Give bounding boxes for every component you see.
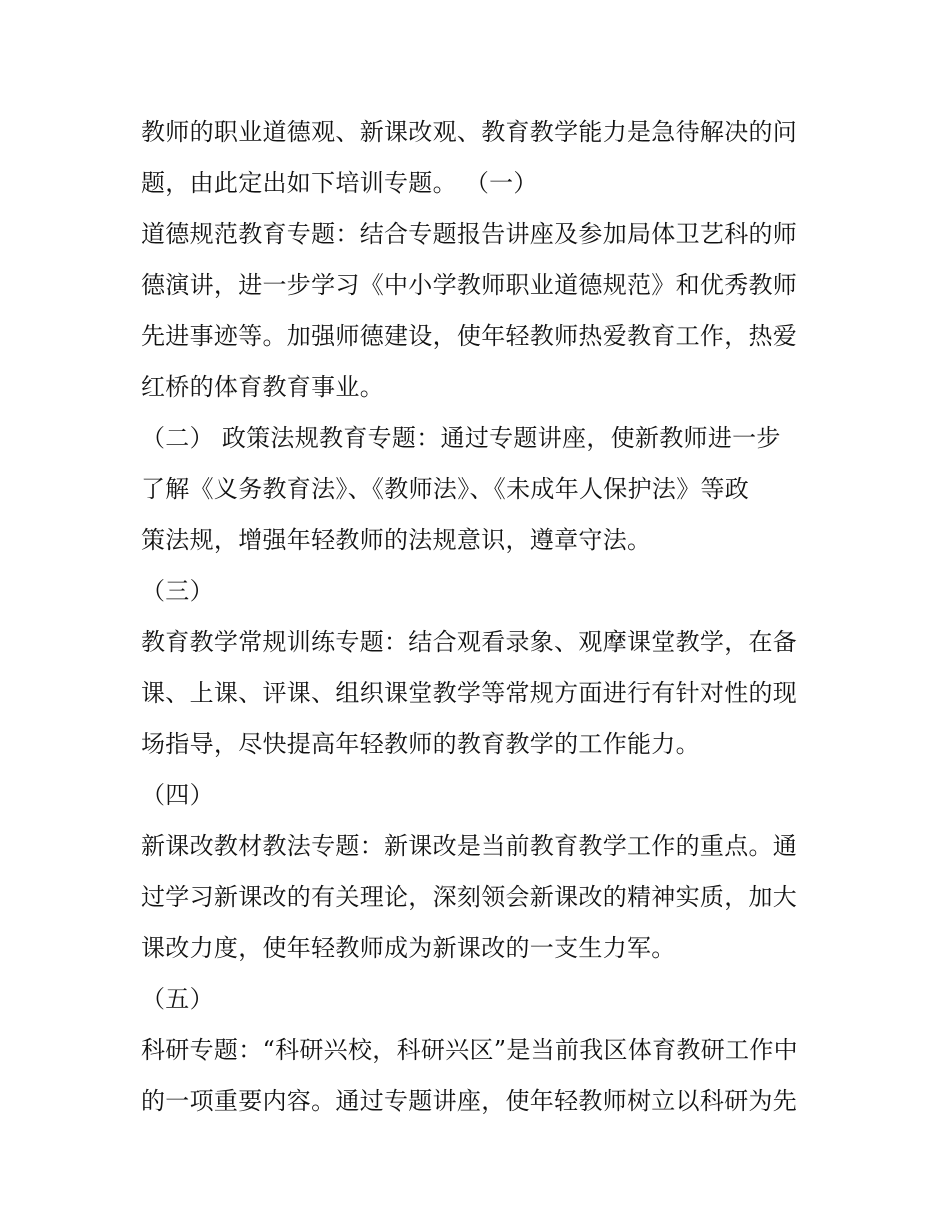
- text-line: 的一项重要内容。通过专题讲座，使年轻教师树立以科研为先: [141, 1087, 798, 1115]
- text-line: 教师的职业道德观、新课改观、教育教学能力是急待解决的问: [141, 118, 798, 146]
- text-line: 道德规范教育专题：结合专题报告讲座及参加局体卫艺科的师: [141, 220, 798, 248]
- text-line: 先进事迹等。加强师德建设，使年轻教师热爱教育工作，热爱: [141, 322, 798, 350]
- text-line: 新课改教材教法专题：新课改是当前教育教学工作的重点。通: [141, 832, 798, 860]
- text-line: 课、上课、评课、组织课堂教学等常规方面进行有针对性的现: [141, 679, 798, 707]
- document-body: [141, 107, 821, 1127]
- text-line: （五）: [141, 985, 214, 1013]
- text-line: 了解《义务教育法》、《教师法》、《未成年人保护法》等政: [141, 475, 750, 503]
- text-line: 红桥的体育教育事业。: [141, 373, 384, 401]
- text-line: （四）: [141, 781, 214, 809]
- text-line: 过学习新课改的有关理论，深刻领会新课改的精神实质，加大: [141, 883, 798, 911]
- text-line: （三）: [141, 577, 214, 605]
- text-line: 课改力度，使年轻教师成为新课改的一支生力军。: [141, 934, 676, 962]
- text-line: 题，由此定出如下培训专题。 （一）: [141, 169, 538, 197]
- text-line: 场指导，尽快提高年轻教师的教育教学的工作能力。: [141, 730, 700, 758]
- text-line: 德演讲，进一步学习《中小学教师职业道德规范》和优秀教师: [141, 271, 798, 299]
- text-line: 教育教学常规训练专题：结合观看录象、观摩课堂教学，在备: [141, 628, 798, 656]
- text-line: （二） 政策法规教育专题：通过专题讲座，使新教师进一步: [141, 424, 781, 452]
- text-line: 科研专题：“科研兴校，科研兴区”是当前我区体育教研工作中: [141, 1036, 798, 1064]
- text-line: 策法规，增强年轻教师的法规意识，遵章守法。: [141, 526, 652, 554]
